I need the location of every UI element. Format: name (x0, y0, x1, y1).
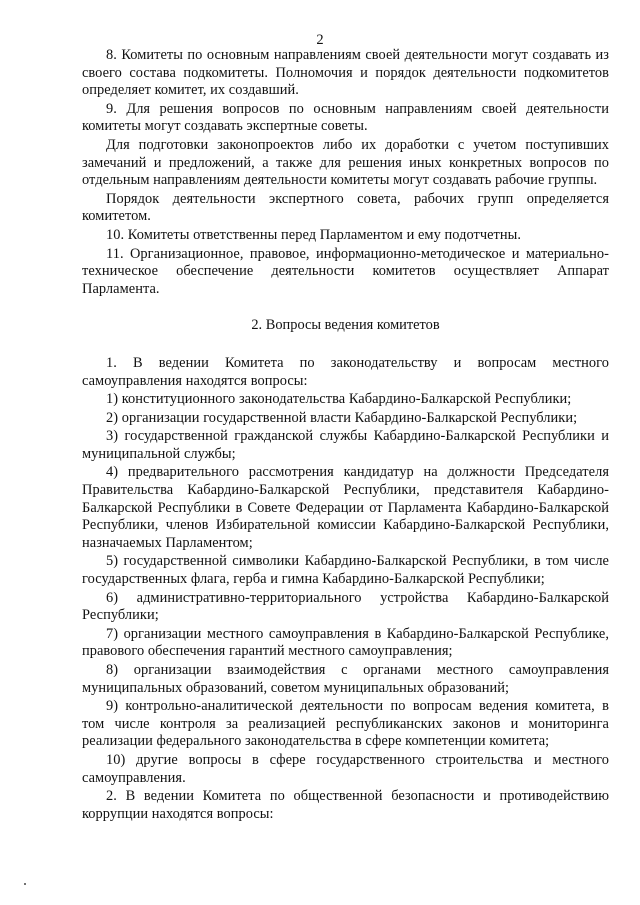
paragraph-item-11: 11. Организационное, правовое, информационно-методическое и материально-техническое обеспечение деятельности комитетов осуществляет Аппарат Парламента. (82, 245, 609, 297)
paragraph-item-10: 10. Комитеты ответственны перед Парламентом и ему подотчетны. (106, 226, 522, 243)
list-item: 5) государственной символики Кабардино-Балкарской Республики, в том числе государственных флага, герба и гимна Кабардино-Балкарской Республики; (82, 553, 609, 588)
page-number: 2 (316, 32, 324, 48)
section-heading: 2. Вопросы ведения комитетов (251, 317, 440, 334)
list-item: 1) конституционного законодательства Кабардино-Балкарской Республики; (106, 391, 572, 408)
list-item: 3) государственной гражданской службы Кабардино-Балкарской Республики и муниципальной службы; (82, 428, 609, 462)
paragraph-committee-2: 2. В ведении Комитета по общественной безопасности и противодействию коррупции находятся вопросы: (82, 788, 609, 822)
list-item: 4) предварительного рассмотрения кандидатур на должности Председателя Правительства Кабардино-Балкарской Республики, представителя Кабардино-Балкарской Республики в Совете Федерации от Парламента Кабардино-Балкарской Республики, членов Избирательной комиссии Кабардино-Балкарской Республики, назначаемых Парламентом; (82, 464, 609, 551)
paragraph-committee-1: 1. В ведении Комитета по законодательству и вопросам местного самоуправления находятся вопросы: (82, 354, 609, 389)
paragraph-item-8: 8. Комитеты по основным направлениям своей деятельности могут создавать из своего состава подкомитеты. Полномочия и порядок деятельности подкомитетов определяет комитет, их создавший. (82, 47, 609, 99)
paragraph-item-9: 9. Для решения вопросов по основным направлениям своей деятельности комитеты могут создавать экспертные советы. (82, 100, 609, 135)
list-item: 2) организации государственной власти Кабардино-Балкарской Республики; (106, 409, 578, 426)
paragraph-procedure: Порядок деятельности экспертного совета, рабочих групп определяется комитетом. (82, 190, 609, 225)
document-body (82, 47, 609, 823)
list-item: 7) организации местного самоуправления в Кабардино-Балкарской Республике, правового обеспечения гарантий местного самоуправления; (82, 625, 609, 660)
list-item: 10) другие вопросы в сфере государственного строительства и местного самоуправления. (82, 751, 609, 786)
list-item: 8) организации взаимодействия с органами местного самоуправления муниципальных образований, советом муниципальных образований; (82, 662, 609, 696)
list-item: 9) контрольно-аналитической деятельности по вопросам ведения комитета, в том числе контроля за реализацией республиканских законов и мониторинга реализации федерального законодательства в сфере компетенции комитета; (82, 698, 609, 750)
scan-speck (24, 883, 26, 885)
list-item: 6) административно-территориального устройства Кабардино-Балкарской Республики; (82, 589, 609, 624)
paragraph-working-groups: Для подготовки законопроектов либо их доработки с учетом поступивших замечаний и предложений, а также для решения иных конкретных вопросов по отдельным направлениям деятельности комитеты могут создавать рабочие группы. (82, 136, 609, 189)
